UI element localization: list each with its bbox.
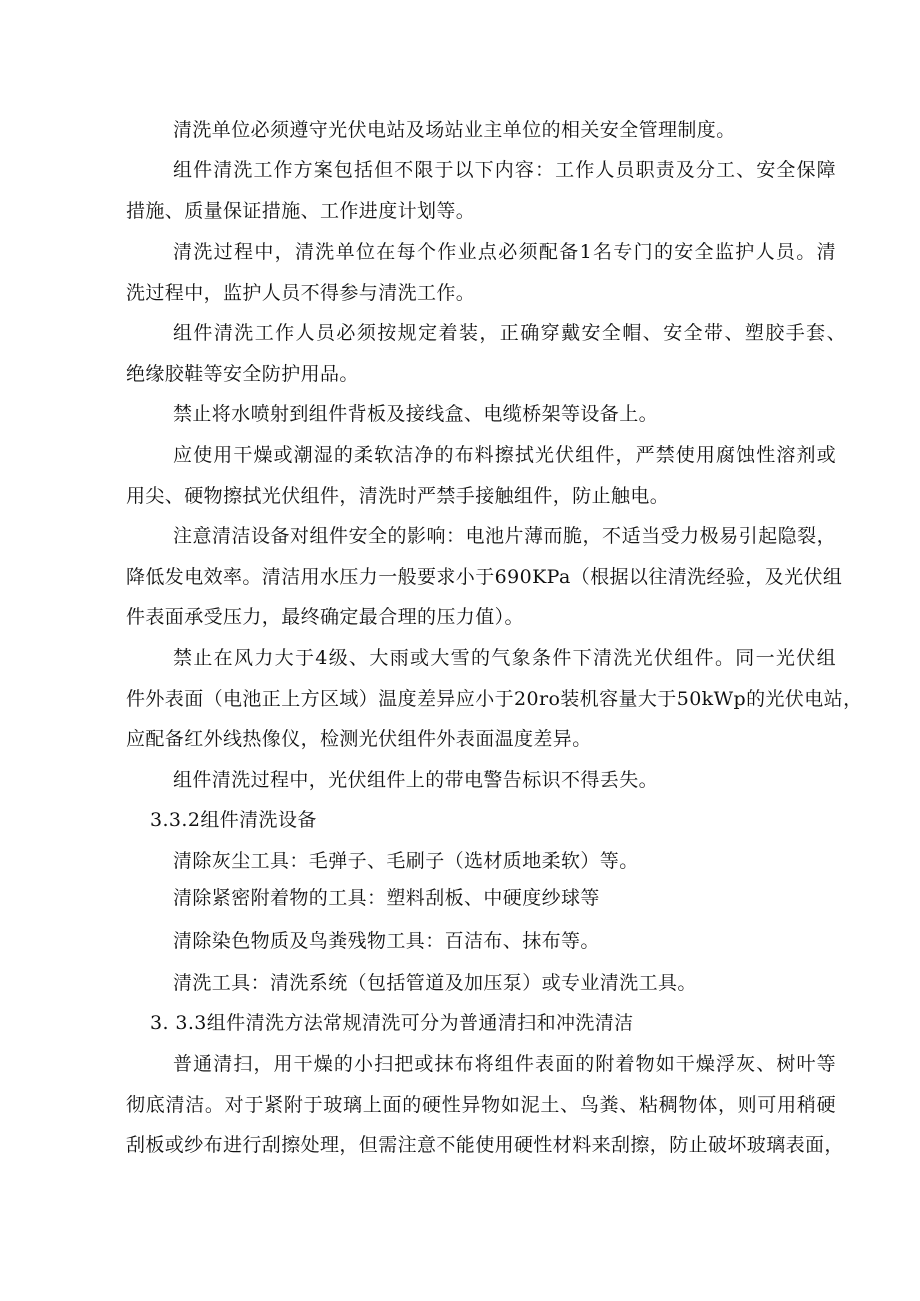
paragraph-line: 组件清洗过程中，光伏组件上的带电警告标识不得丢失。	[173, 769, 659, 791]
section-heading: 3. 3.3组件清洗方法常规清洗可分为普通清扫和冲洗清洁	[150, 1012, 634, 1034]
paragraph-line: 应使用干燥或潮湿的柔软洁净的布料擦拭光伏组件，严禁使用腐蚀性溶剂或	[173, 444, 836, 466]
paragraph-line: 清除灰尘工具：毛弹子、毛刷子（选材质地柔软）等。	[173, 850, 639, 872]
paragraph-line: 彻底清洁。对于紧附于玻璃上面的硬性异物如泥土、鸟粪、粘稠物体，则可用稍硬	[126, 1094, 836, 1116]
paragraph-line: 清除染色物质及鸟粪残物工具：百洁布、抹布等。	[173, 930, 600, 952]
paragraph-line: 组件清洗工作方案包括但不限于以下内容：工作人员职责及分工、安全保障	[173, 159, 836, 181]
paragraph-line: 清洗工具：清洗系统（包括管道及加压泵）或专业清洗工具。	[173, 972, 697, 994]
paragraph-line: 件外表面（电池正上方区域）温度差异应小于20ro装机容量大于50kWp的光伏电站，	[126, 688, 863, 710]
section-heading: 3.3.2组件清洗设备	[150, 809, 317, 831]
paragraph-line: 组件清洗工作人员必须按规定着装，正确穿戴安全帽、安全带、塑胶手套、	[173, 322, 846, 344]
paragraph-line: 措施、质量保证措施、工作进度计划等。	[126, 200, 476, 222]
paragraph-line: 件表面承受压力，最终确定最合理的压力值）。	[126, 606, 524, 628]
paragraph-line: 降低发电效率。清洁用水压力一般要求小于690KPa（根据以往清洗经验，及光伏组	[126, 566, 843, 588]
paragraph-line: 清除紧密附着物的工具：塑料刮板、中硬度纱球等	[173, 887, 600, 909]
paragraph-line: 禁止将水喷射到组件背板及接线盒、电缆桥架等设备上。	[173, 403, 659, 425]
paragraph-line: 注意清洁设备对组件安全的影响：电池片薄而脆，不适当受力极易引起隐裂，	[173, 525, 836, 547]
paragraph-line: 清洗过程中，清洗单位在每个作业点必须配备1名专门的安全监护人员。清	[173, 241, 836, 263]
paragraph-line: 洗过程中，监护人员不得参与清洗工作。	[126, 282, 476, 304]
paragraph-line: 刮板或纱布进行刮擦处理，但需注意不能使用硬性材料来刮擦，防止破坏玻璃表面，	[126, 1134, 844, 1156]
paragraph-line: 清洗单位必须遵守光伏电站及场站业主单位的相关安全管理制度。	[173, 119, 736, 141]
paragraph-line: 绝缘胶鞋等安全防护用品。	[126, 363, 359, 385]
paragraph-line: 禁止在风力大于4级、大雨或大雪的气象条件下清洗光伏组件。同一光伏组	[173, 647, 836, 669]
paragraph-line: 应配备红外线热像仪，检测光伏组件外表面温度差异。	[126, 728, 592, 750]
paragraph-line: 用尖、硬物擦拭光伏组件，清洗时严禁手接触组件，防止触电。	[126, 485, 670, 507]
paragraph-line: 普通清扫，用干燥的小扫把或抹布将组件表面的附着物如干燥浮灰、树叶等	[173, 1053, 836, 1075]
